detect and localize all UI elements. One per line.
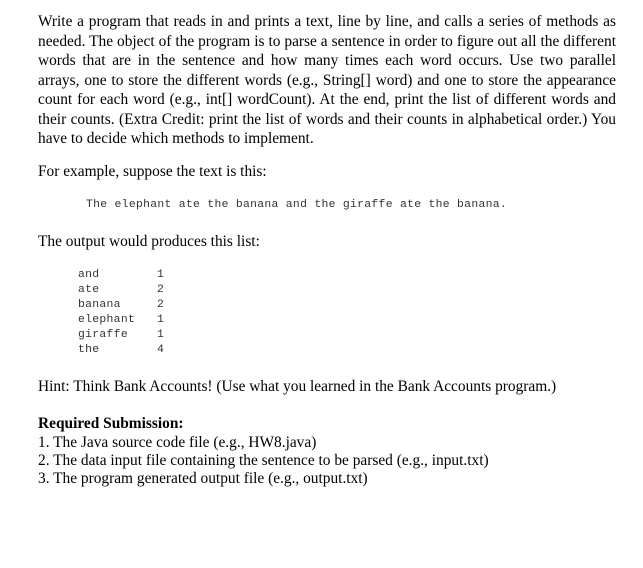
output-count: 2 bbox=[157, 284, 165, 296]
output-intro: The output would produces this list: bbox=[38, 233, 260, 250]
sample-text: The elephant ate the banana and the giraffe ate the banana. bbox=[86, 199, 507, 211]
output-row bbox=[78, 298, 188, 313]
output-word: the bbox=[78, 344, 100, 356]
output-row bbox=[78, 283, 188, 298]
required-submission-heading: Required Submission: bbox=[38, 415, 184, 432]
output-word: ate bbox=[78, 284, 100, 296]
output-row bbox=[78, 313, 188, 328]
output-word: giraffe bbox=[78, 329, 128, 341]
output-count: 4 bbox=[157, 344, 165, 356]
intro-paragraph: Write a program that reads in and prints a text, line by line, and calls a series of methods as needed. The object of the program is to parse a sentence in order to figure out all the different words that are in the sentence and how many times each word occurs. Use two parallel arrays, one to store the different words (e.g., String[] word) and one to store the appearance count for each word (e.g., int[] wordCount). At the end, print the list of different words and their counts. (Extra Credit: print the list of words and their counts in alphabetical order.) You have to decide which methods to implement. bbox=[38, 13, 616, 147]
example-intro: For example, suppose the text is this: bbox=[38, 163, 267, 180]
hint-text: Hint: Think Bank Accounts! (Use what you learned in the Bank Accounts program.) bbox=[38, 378, 557, 395]
output-row bbox=[78, 328, 188, 343]
output-word: elephant bbox=[78, 314, 136, 326]
output-count: 1 bbox=[157, 329, 165, 341]
output-count: 2 bbox=[157, 299, 165, 311]
document-body bbox=[38, 12, 616, 149]
required-item: 1. The Java source code file (e.g., HW8.java) bbox=[38, 434, 317, 451]
output-count: 1 bbox=[157, 269, 165, 281]
output-row bbox=[78, 343, 188, 358]
output-row bbox=[78, 268, 188, 283]
required-item: 3. The program generated output file (e.g., output.txt) bbox=[38, 470, 368, 487]
output-count: 1 bbox=[157, 314, 165, 326]
required-item: 2. The data input file containing the sentence to be parsed (e.g., input.txt) bbox=[38, 452, 489, 469]
output-table bbox=[78, 268, 188, 358]
output-word: and bbox=[78, 269, 100, 281]
output-word: banana bbox=[78, 299, 121, 311]
required-submission-list bbox=[38, 434, 489, 488]
